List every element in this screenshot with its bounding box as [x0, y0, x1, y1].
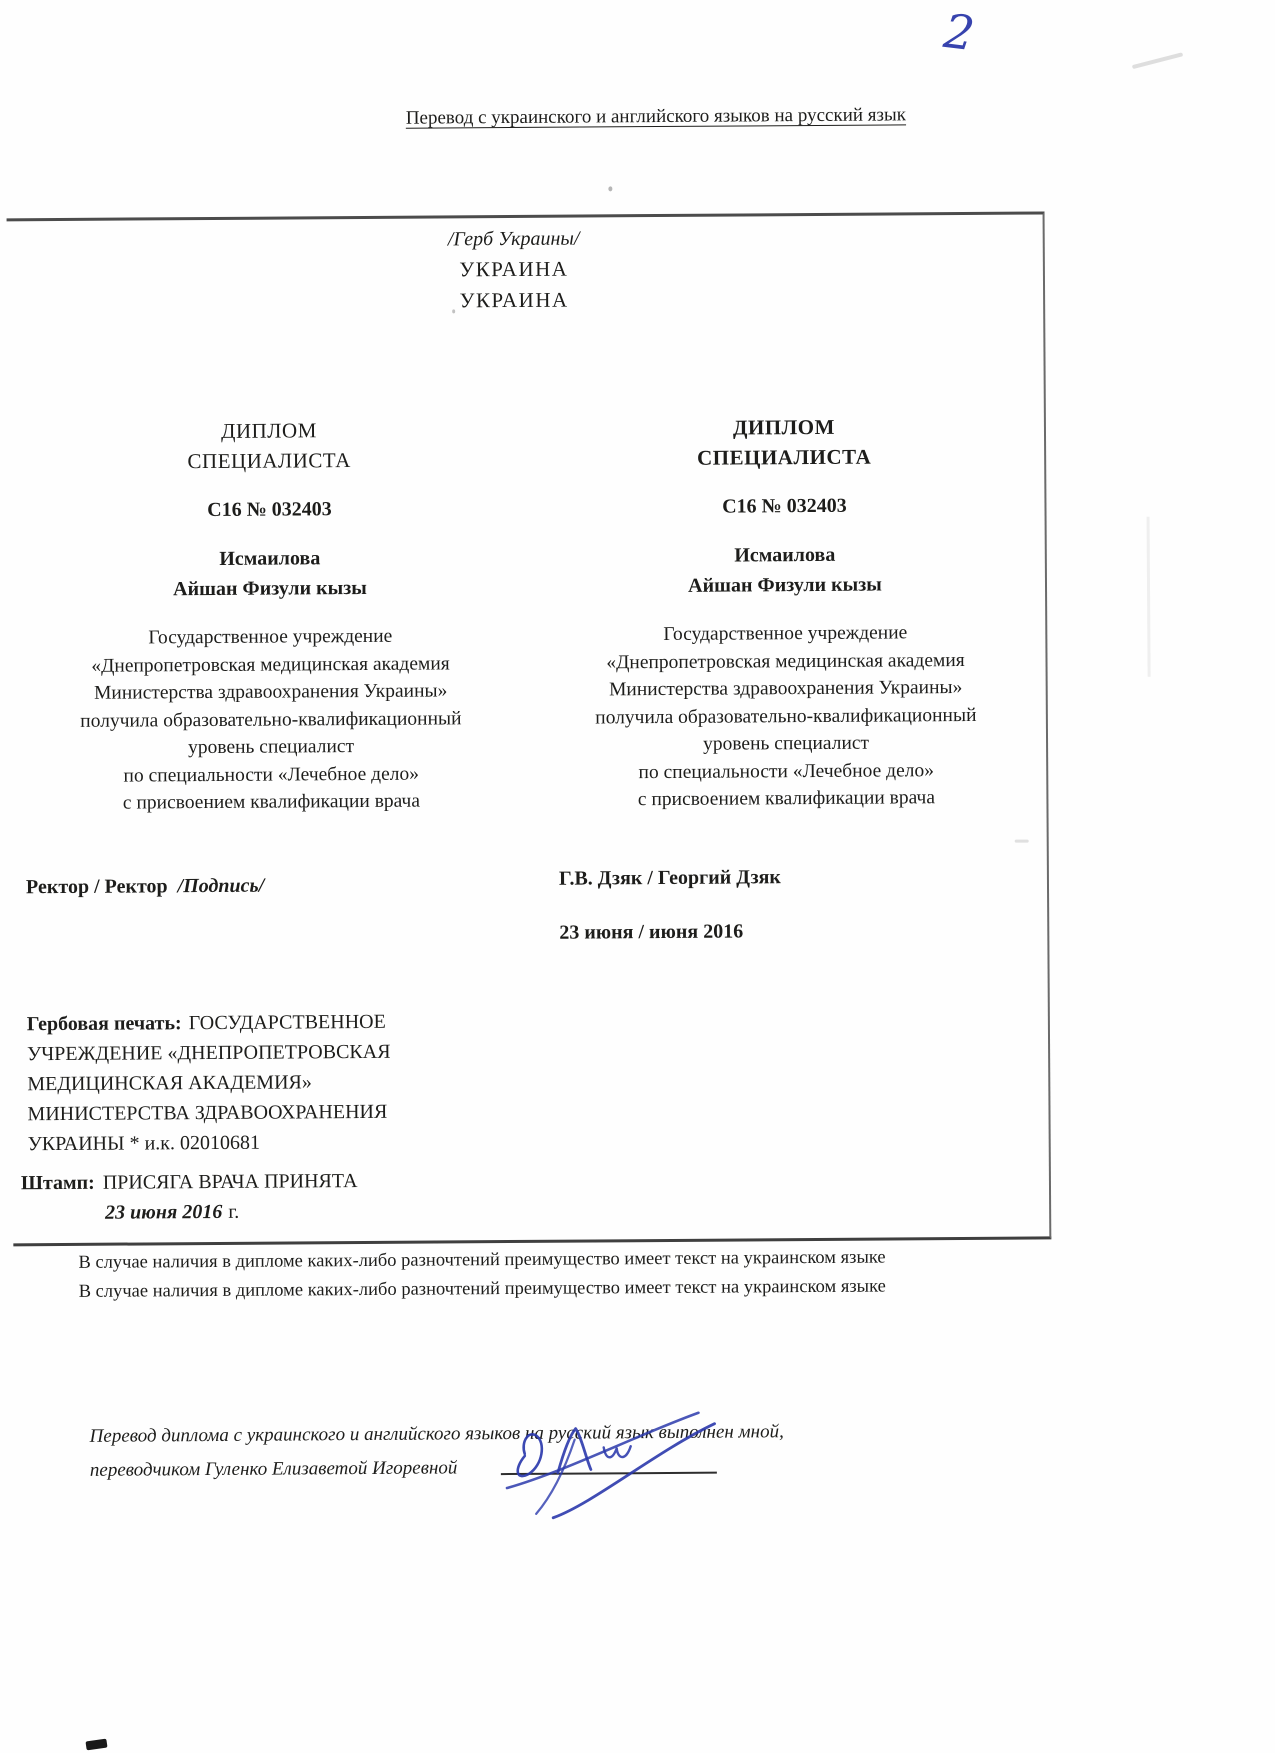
scan-speck — [452, 309, 455, 313]
stamp-date-line — [105, 1201, 239, 1225]
handwritten-page-number: 2 — [940, 3, 978, 63]
seal-label: Гербовая печать: — [26, 1012, 182, 1036]
seal-transcription — [27, 1006, 503, 1159]
country-line-1: УКРАИНА — [459, 256, 569, 282]
diploma-holder-name — [544, 539, 1026, 602]
diploma-frame — [7, 211, 1052, 1246]
stamp-date: 23 июня 2016 — [105, 1200, 223, 1224]
stamp-date-suffix: г. — [228, 1200, 240, 1223]
diploma-title — [30, 414, 508, 477]
scan-streak — [1015, 840, 1029, 843]
country-line-2: УКРАИНА — [459, 287, 569, 313]
diploma-body-text: Государственное учреждение «Днепропетровская медицинская академия Министерства здравоохранения Украины» получила образовательно-квалификационный уровень специалист по специальности «Лечебное дело» с присвоением квалификации врача — [595, 622, 977, 811]
translator-statement-line-2: переводчиком Гуленко Елизаветой Игоревной — [89, 1457, 458, 1481]
scan-speck — [608, 186, 612, 191]
diploma-serial: С16 № 032403 — [722, 494, 847, 518]
holder-given-names: Айшан Физули кызы — [688, 573, 882, 597]
signature-placeholder-note: /Подпись/ — [177, 874, 265, 898]
diploma-title — [543, 411, 1025, 474]
seal-text: ГОСУДАРСТВЕННОЕ УЧРЕЖДЕНИЕ «ДНЕПРОПЕТРОВСКАЯ МЕДИЦИНСКАЯ АКАДЕМИЯ» МИНИСТЕРСТВА ЗДРАВООХРАНЕНИЯ УКРАИНЫ * и.к. 02010681 — [27, 1010, 391, 1156]
holder-surname: Исмаилова — [734, 543, 836, 567]
diploma-title-line-1: ДИПЛОМ — [732, 414, 835, 440]
rector-signature-line — [26, 875, 264, 900]
scan-streak — [1132, 52, 1183, 69]
diploma-body-text: Государственное учреждение «Днепропетровская медицинская академия Министерства здравоохранения Украины» получила образовательно-квалификационный уровень специалист по специальности «Лечебное дело» с присвоением квалификации врача — [80, 625, 462, 814]
stamp-line — [21, 1170, 358, 1195]
emblem-block — [7, 220, 1044, 319]
emblem-note: /Герб Украины/ — [447, 227, 580, 251]
disclaimer-line-2: В случае наличия в дипломе каких-либо разночтений преимущество имеет текст на украинском языке — [78, 1276, 886, 1302]
scan-edge-shadow — [1147, 517, 1151, 677]
disclaimer-line-1: В случае наличия в дипломе каких-либо разночтений преимущество имеет текст на украинском языке — [78, 1247, 886, 1273]
diploma-column-right — [543, 411, 1028, 815]
translation-header: Перевод с украинского и английского языков на русский язык — [405, 104, 907, 129]
holder-given-names: Айшан Физули кызы — [173, 576, 367, 601]
rector-label: Ректор / Ректор — [25, 875, 168, 899]
stamp-label: Штамп: — [20, 1171, 95, 1195]
diploma-title-line-1: ДИПЛОМ — [221, 418, 317, 443]
holder-surname: Исмаилова — [219, 547, 321, 570]
translator-signature-ink — [494, 1398, 727, 1532]
issue-date: 23 июня / июня 2016 — [559, 920, 744, 944]
diploma-holder-name — [31, 542, 509, 605]
diploma-serial: С16 № 032403 — [207, 498, 332, 522]
diploma-column-left — [30, 414, 511, 818]
translator-statement-line-1: Перевод диплома с украинского и английского языков на русский язык выполнен мной, — [89, 1421, 784, 1447]
diploma-title-line-2: СПЕЦИАЛИСТА — [187, 448, 351, 474]
diploma-title-line-2: СПЕЦИАЛИСТА — [697, 444, 872, 470]
stamp-text: ПРИСЯГА ВРАЧА ПРИНЯТА — [102, 1170, 358, 1194]
rector-name: Г.В. Дзяк / Георгий Дзяк — [558, 866, 781, 890]
